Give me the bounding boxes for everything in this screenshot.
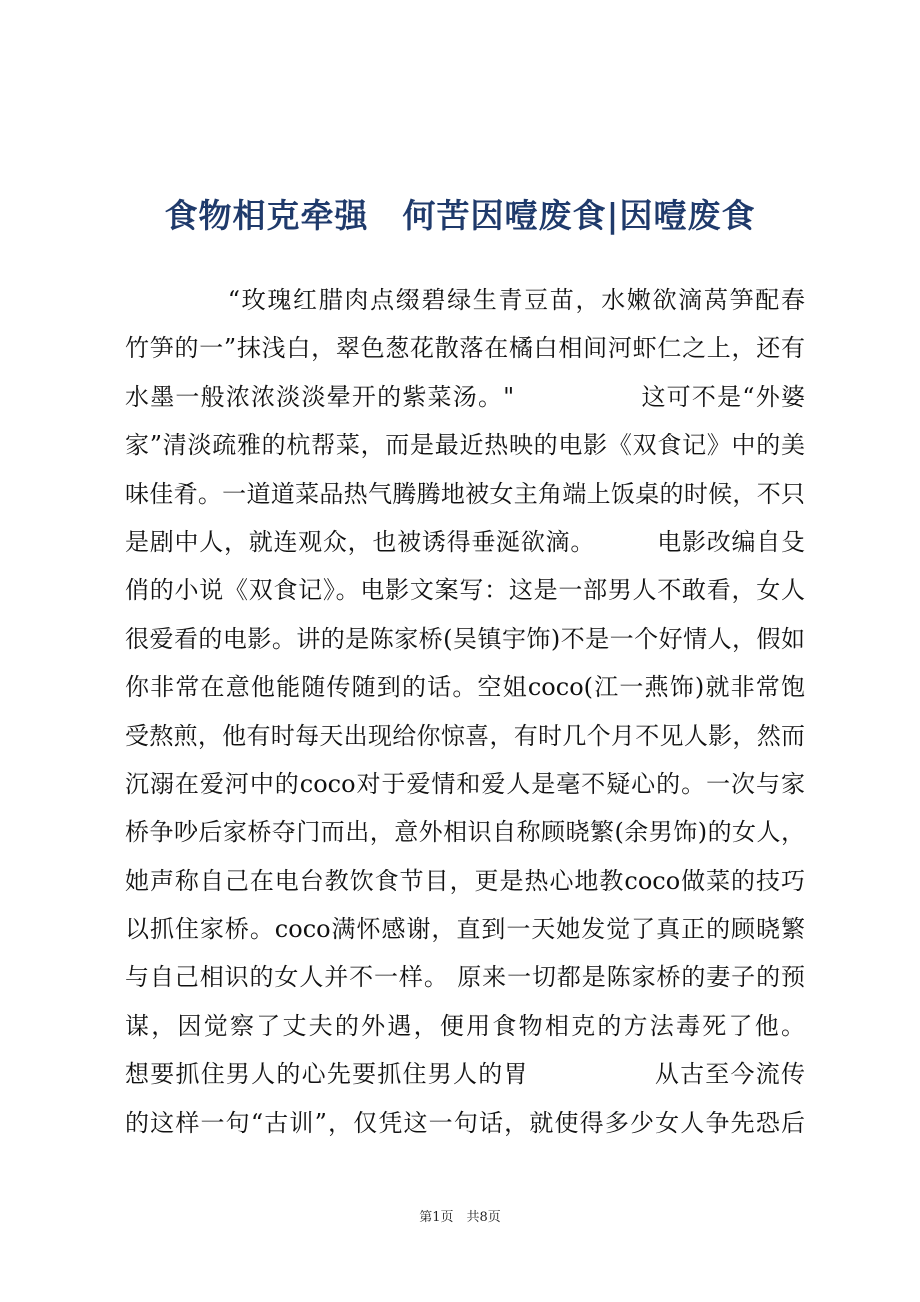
text-line: 桥争吵后家桥夺门而出，意外相识自称顾晓繁(余男饰)的女人， (125, 818, 805, 847)
text-line: 竹笋的一”抹浅白，翠色葱花散落在橘白相间河虾仁之上，还有 (125, 334, 805, 363)
text-line: 她声称自己在电台教饮食节目，更是热心地教coco做菜的技巧 (125, 866, 805, 895)
text-line: 家”清淡疏雅的杭帮菜，而是最近热映的电影《双食记》中的美 (125, 431, 805, 460)
text-line: 味佳肴。一道道菜品热气腾腾地被女主角端上饭桌的时候，不只 (125, 479, 805, 508)
text-line: 俏的小说《双食记》。电影文案写：这是一部男人不敢看，女人 (125, 576, 805, 605)
text-line: 的这样一句“古训”，仅凭这一句话，就使得多少女人争先恐后 (125, 1108, 805, 1137)
page-footer: 第1页 共8页 (419, 1210, 501, 1225)
text-line: 很爱看的电影。讲的是陈家桥(吴镇宇饰)不是一个好情人，假如 (125, 624, 805, 653)
page-title: 食物相克牵强 何苦因噎废食|因噎废食 (164, 196, 756, 235)
text-line: 想要抓住男人的心先要抓住男人的胃 从古至今流传 (125, 1060, 805, 1089)
text-line: 受熬煎，他有时每天出现给你惊喜，有时几个月不见人影，然而 (125, 721, 805, 750)
text-line: 谋，因觉察了丈夫的外遇，便用食物相克的方法毒死了他。 (125, 1011, 805, 1040)
text-line: 以抓住家桥。coco满怀感谢，直到一天她发觉了真正的顾晓繁 (125, 915, 805, 944)
body-text (125, 276, 805, 1147)
text-line: 是剧中人，就连观众，也被诱得垂涎欲滴。 电影改编自殳 (125, 527, 805, 556)
text-line: 你非常在意他能随传随到的话。空姐coco(江一燕饰)就非常饱 (125, 673, 805, 702)
text-line: 与自己相识的女人并不一样。 原来一切都是陈家桥的妻子的预 (125, 963, 805, 992)
text-line: “玫瑰红腊肉点缀碧绿生青豆苗，水嫩欲滴莴笋配春 (125, 286, 805, 314)
text-line: 沉溺在爱河中的coco对于爱情和爱人是毫不疑心的。一次与家 (125, 769, 805, 798)
text-line: 水墨一般浓浓淡淡晕开的紫菜汤。" 这可不是“外婆 (125, 382, 805, 411)
